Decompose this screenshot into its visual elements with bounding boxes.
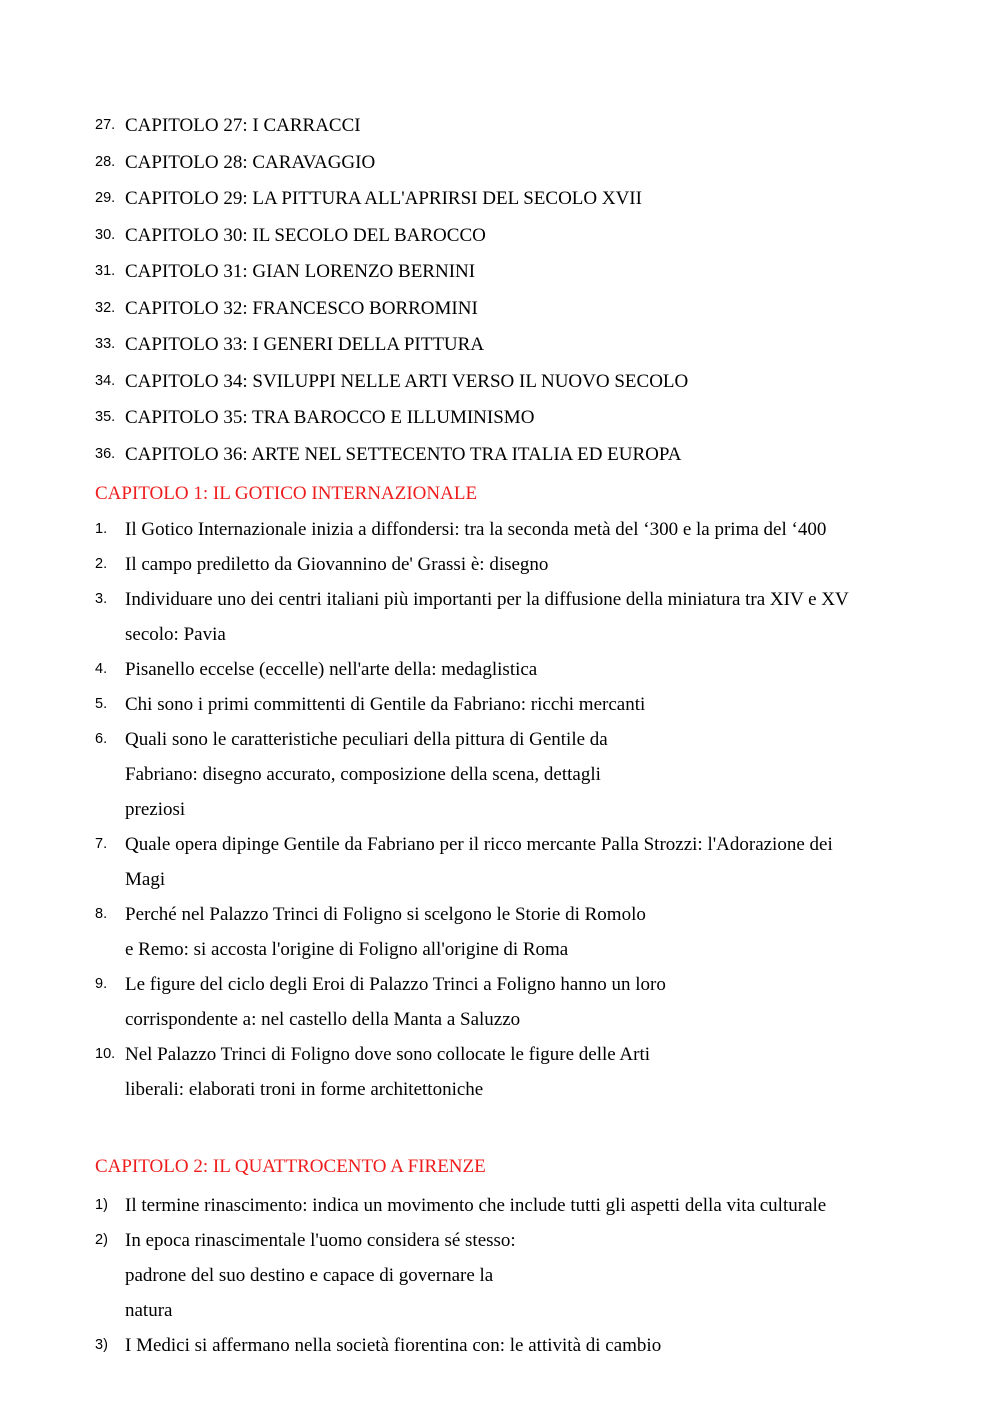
question-line: In epoca rinascimentale l'uomo considera sé stesso: (125, 1230, 516, 1251)
list-number: 6. (95, 731, 108, 747)
toc-item (95, 218, 955, 255)
question-item (95, 1223, 955, 1328)
chapter-2-heading: CAPITOLO 2: IL QUATTROCENTO A FIRENZE (95, 1156, 486, 1177)
toc-item-text: CAPITOLO 35: TRA BAROCCO E ILLUMINISMO (125, 407, 535, 428)
chapter-2-questions (95, 1188, 955, 1363)
list-number: 8. (95, 906, 108, 922)
list-number: 1. (95, 521, 108, 537)
question-line: liberali: elaborati troni in forme architettoniche (125, 1079, 484, 1100)
question-line: Nel Palazzo Trinci di Foligno dove sono collocate le figure delle Arti (125, 1044, 651, 1065)
list-number: 30. (95, 226, 116, 243)
list-number: 9. (95, 976, 108, 992)
chapter-1-questions (95, 512, 955, 1107)
toc-item-text: CAPITOLO 33: I GENERI DELLA PITTURA (125, 334, 485, 355)
list-number: 31. (95, 263, 116, 279)
question-line: Le figure del ciclo degli Eroi di Palazzo Trinci a Foligno hanno un loro (125, 974, 666, 995)
question-line: Il Gotico Internazionale inizia a diffondersi: tra la seconda metà del ‘300 e la prima del ‘400 (125, 519, 827, 540)
toc-item-text: CAPITOLO 34: SVILUPPI NELLE ARTI VERSO IL NUOVO SECOLO (125, 370, 689, 392)
toc-item (95, 327, 955, 364)
list-number: 3) (95, 1337, 108, 1353)
toc-item (95, 291, 955, 328)
list-number: 33. (95, 336, 116, 352)
list-number: 28. (95, 153, 116, 170)
question-line: Individuare uno dei centri italiani più importanti per la diffusione della miniatura tra XIV e XV (125, 589, 849, 610)
toc-item (95, 108, 955, 145)
question-line: secolo: Pavia (125, 624, 226, 645)
question-line: Il campo prediletto da Giovannino de' Grassi è: disegno (125, 554, 549, 575)
question-item (95, 967, 955, 1037)
toc-item-text: CAPITOLO 36: ARTE NEL SETTECENTO TRA ITALIA ED EUROPA (125, 443, 682, 465)
question-line: padrone del suo destino e capace di governare la (125, 1265, 494, 1286)
question-line: natura (125, 1300, 173, 1321)
question-item (95, 687, 955, 722)
question-line: Perché nel Palazzo Trinci di Foligno si scelgono le Storie di Romolo (125, 904, 646, 925)
list-number: 36. (95, 445, 116, 462)
toc-item (95, 181, 955, 218)
list-number: 10. (95, 1046, 116, 1062)
question-line: Chi sono i primi committenti di Gentile da Fabriano: ricchi mercanti (125, 694, 646, 715)
question-item (95, 582, 955, 652)
question-item (95, 722, 955, 827)
toc-item (95, 145, 955, 182)
list-number: 3. (95, 591, 108, 607)
question-item (95, 1328, 955, 1363)
toc-item (95, 437, 955, 474)
toc-item-text: CAPITOLO 31: GIAN LORENZO BERNINI (125, 261, 476, 282)
toc-item-text: CAPITOLO 30: IL SECOLO DEL BAROCCO (125, 224, 486, 246)
question-line: e Remo: si accosta l'origine di Foligno all'origine di Roma (125, 939, 569, 960)
toc-item-text: CAPITOLO 32: FRANCESCO BORROMINI (125, 297, 478, 319)
question-item (95, 897, 955, 967)
toc-item (95, 400, 955, 437)
question-item (95, 1037, 955, 1107)
table-of-contents (95, 108, 955, 473)
toc-item-text: CAPITOLO 28: CARAVAGGIO (125, 151, 376, 173)
question-line: Il termine rinascimento: indica un movimento che include tutti gli aspetti della vita culturale (125, 1195, 827, 1216)
question-item (95, 652, 955, 687)
toc-item (95, 254, 955, 291)
list-number: 1) (95, 1197, 108, 1213)
list-number: 27. (95, 117, 116, 133)
list-number: 7. (95, 836, 108, 852)
list-number: 2) (95, 1232, 108, 1248)
list-number: 2. (95, 556, 108, 572)
toc-item-text: CAPITOLO 29: LA PITTURA ALL'APRIRSI DEL SECOLO XVII (125, 188, 642, 209)
list-number: 29. (95, 190, 116, 206)
list-number: 4. (95, 661, 108, 677)
question-line: Fabriano: disegno accurato, composizione della scena, dettagli (125, 764, 601, 785)
list-number: 34. (95, 372, 116, 389)
list-number: 35. (95, 409, 116, 425)
question-item (95, 512, 955, 547)
list-number: 5. (95, 696, 108, 712)
question-line: Pisanello eccelse (eccelle) nell'arte della: medaglistica (125, 659, 538, 680)
question-item (95, 547, 955, 582)
question-line: preziosi (125, 799, 186, 820)
question-line: I Medici si affermano nella società fiorentina con: le attività di cambio (125, 1335, 662, 1356)
list-number: 32. (95, 299, 116, 316)
toc-item-text: CAPITOLO 27: I CARRACCI (125, 115, 361, 136)
question-item (95, 827, 955, 897)
question-line: Magi (125, 869, 166, 890)
question-line: corrispondente a: nel castello della Manta a Saluzzo (125, 1009, 521, 1030)
question-item (95, 1188, 955, 1223)
question-line: Quale opera dipinge Gentile da Fabriano per il ricco mercante Palla Strozzi: l'Adorazione dei (125, 834, 833, 855)
toc-item (95, 364, 955, 401)
question-line: Quali sono le caratteristiche peculiari della pittura di Gentile da (125, 729, 608, 750)
chapter-1-heading: CAPITOLO 1: IL GOTICO INTERNAZIONALE (95, 483, 478, 504)
